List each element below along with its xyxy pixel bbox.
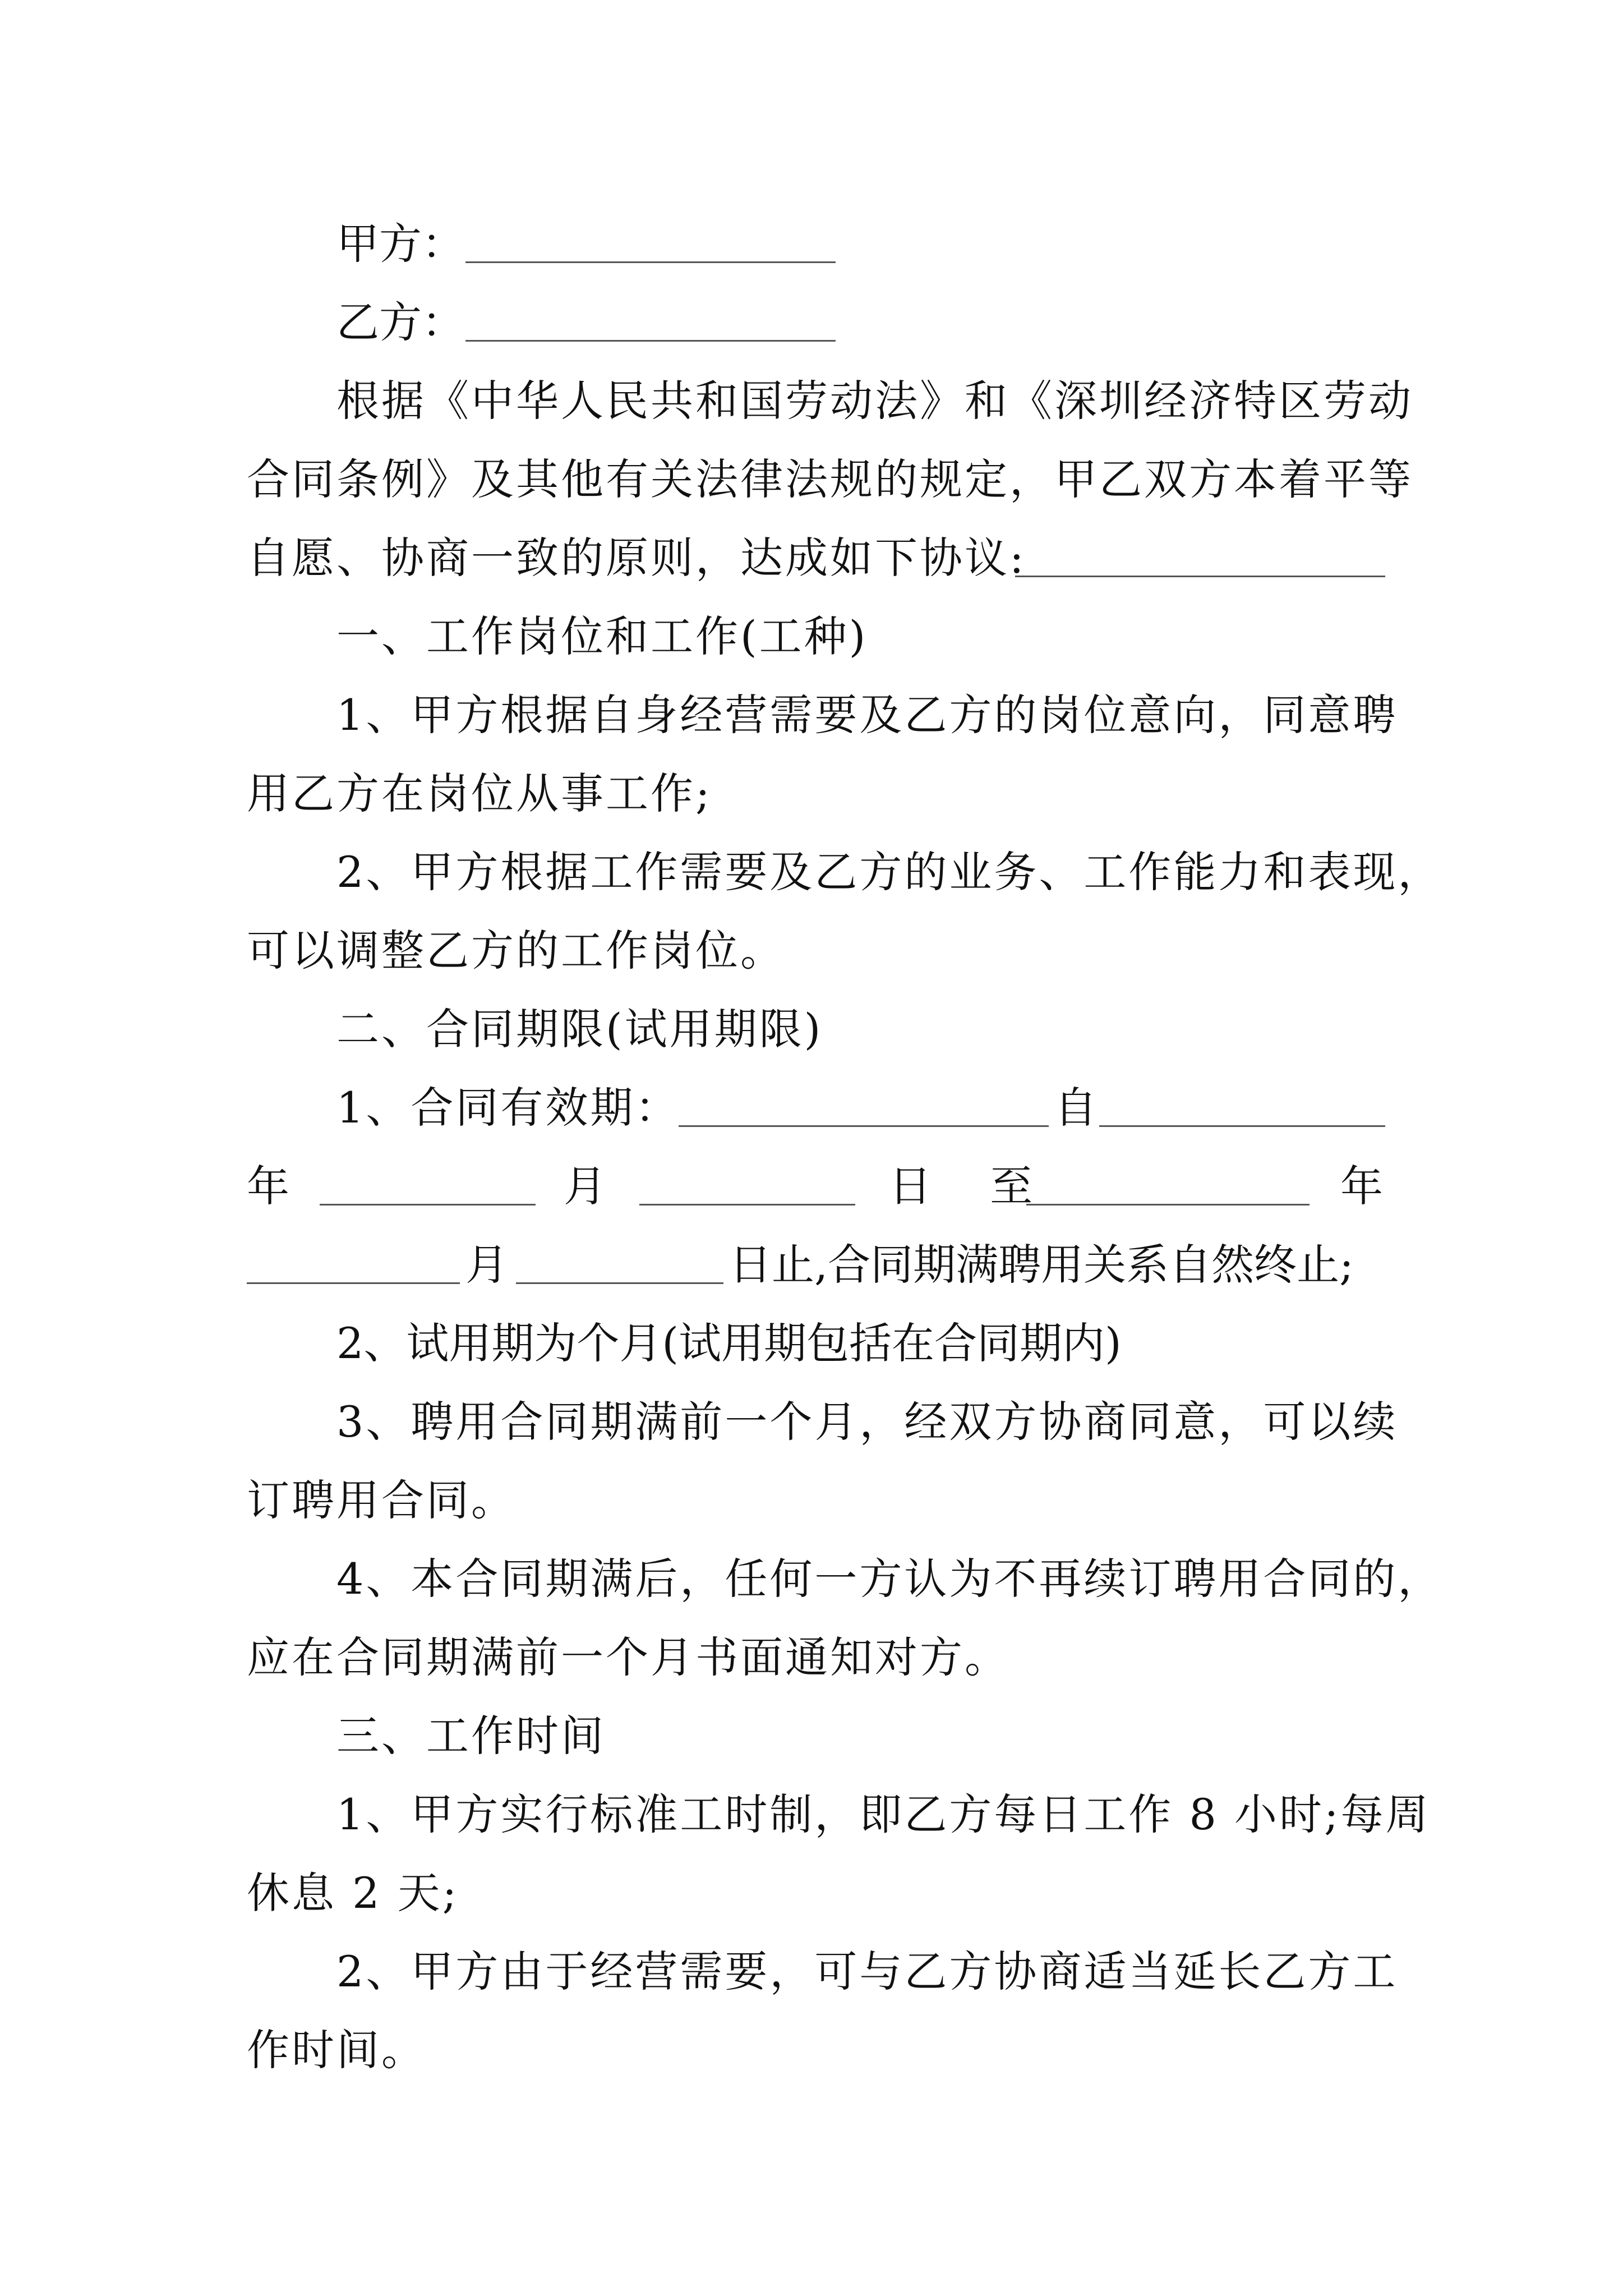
year-blank [320, 1165, 536, 1205]
party-b-label: 乙方： [336, 297, 464, 347]
section-1-item-2-line-1: 2、甲方根据工作需要及乙方的业务、工作能力和表现， [336, 847, 1443, 897]
contract-from-label: 自 [1054, 1083, 1097, 1133]
section-3-item-2-line-1: 2、甲方由于经营需要，可与乙方协商适当延长乙方工 [336, 1947, 1398, 1996]
party-b-blank [465, 301, 836, 342]
preamble-line-2: 合同条例》及其他有关法律法规的规定，甲乙双方本着平等 [247, 454, 1413, 504]
preamble-line-1: 根据《中华人民共和国劳动法》和《深圳经济特区劳动 [336, 376, 1413, 426]
section-1-item-1-line-2: 用乙方在岗位从事工作; [247, 769, 712, 818]
section-3-item-1-line-1: 1、甲方实行标准工时制，即乙方每日工作 8 小时;每周 [336, 1789, 1431, 1839]
section-2-item-2: 2、试用期为个月(试用期包括在合同期内) [336, 1318, 1122, 1368]
month-label: 月 [564, 1161, 606, 1211]
section-1-heading: 一、工作岗位和工作(工种) [336, 611, 868, 661]
party-a-line [336, 213, 464, 275]
year-label: 年 [247, 1161, 289, 1211]
section-3-item-2-line-2: 作时间。 [247, 2025, 426, 2075]
contract-end-text: 日止,合同期满聘用关系自然终止; [729, 1240, 1354, 1290]
section-3-heading: 三、工作时间 [336, 1711, 606, 1761]
section-1-item-2-line-2: 可以调整乙方的工作岗位。 [247, 926, 785, 976]
month-2-blank [247, 1243, 460, 1284]
party-a-label: 甲方： [336, 219, 464, 269]
section-3-item-1-line-2: 休息 2 天; [247, 1868, 459, 1918]
preamble-line-3: 自愿、协商一致的原则，达成如下协议: [247, 533, 1026, 583]
year-2-label: 年 [1340, 1161, 1383, 1211]
month-blank [639, 1165, 855, 1205]
day-2-blank [516, 1243, 723, 1284]
section-2-heading: 二、合同期限(试用期限) [336, 1004, 823, 1054]
section-2-item-3-line-1: 3、聘用合同期满前一个月，经双方协商同意，可以续 [336, 1397, 1398, 1447]
party-b-line [336, 292, 464, 353]
day-to-label: 日 至 [889, 1161, 1055, 1211]
month-2-label: 月 [465, 1240, 508, 1290]
contract-term-label: 1、合同有效期： [336, 1083, 680, 1133]
section-2-item-4-line-2: 应在合同期满前一个月书面通知对方。 [247, 1632, 1009, 1682]
section-2-item-4-line-1: 4、本合同期满后，任何一方认为不再续订聘用合同的， [336, 1554, 1443, 1604]
contract-from-blank [1099, 1086, 1385, 1127]
preamble-blank [1015, 536, 1385, 577]
section-1-item-1-line-1: 1、甲方根据自身经营需要及乙方的岗位意向，同意聘 [336, 690, 1398, 740]
contract-term-blank [679, 1086, 1049, 1127]
party-a-blank [465, 222, 836, 263]
year-2-blank [1026, 1165, 1310, 1205]
section-2-item-3-line-2: 订聘用合同。 [247, 1475, 516, 1525]
